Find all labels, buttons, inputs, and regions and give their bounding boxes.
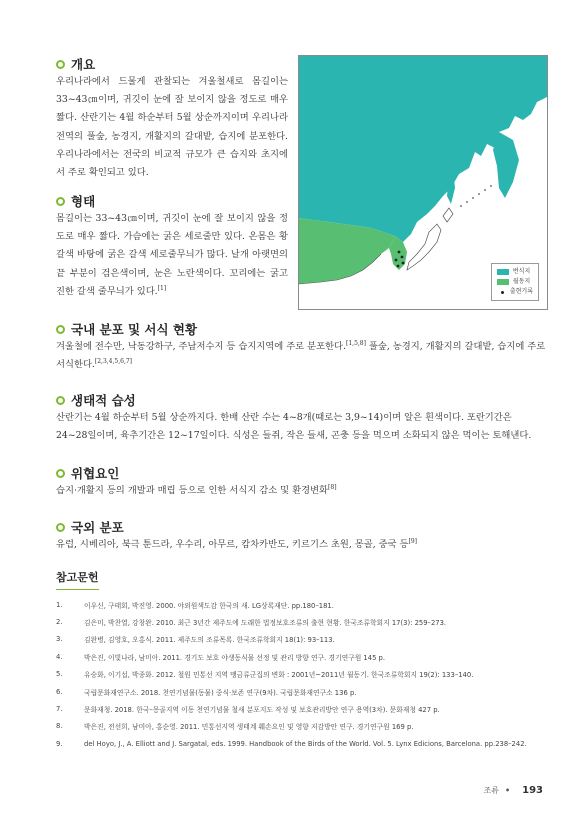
reference-item: [56, 666, 536, 683]
references-title: 참고문헌: [56, 569, 99, 590]
footer-separator: •: [505, 786, 511, 795]
section-heading-domestic: [56, 320, 197, 338]
citation: [9]: [408, 537, 418, 545]
reference-item: [56, 631, 536, 648]
page-footer: [484, 785, 543, 796]
domestic-paragraph: [56, 338, 546, 374]
reference-text: 김은미, 박찬열, 강창완. 2010. 최근 3년간 제주도에 도래한 법정보호조류의 출현 현황. 한국조류학회지 17(3): 259–273.: [84, 619, 447, 628]
legend-label: 번식지: [512, 268, 531, 275]
reference-number: 4.: [56, 652, 63, 661]
section-title: 형태: [71, 194, 96, 209]
reference-number: 9.: [56, 739, 63, 748]
citation: [2,3,4,5,6,7]: [94, 358, 133, 366]
reference-text: 김완병, 김영호, 오홍식. 2011. 제주도의 조류목록. 한국조류학회지 18(1): 93–113.: [84, 636, 335, 645]
section-heading-threat: [56, 464, 119, 482]
reference-text: 박은진, 이빛나라, 남미아. 2011. 경기도 보호 야생동식물 선정 및 관리 방향 연구. 경기연구원 145 p.: [84, 653, 386, 662]
footer-category: 조류: [483, 786, 499, 795]
section-heading-ecology: [56, 391, 136, 409]
legend-item-wintering: [497, 277, 533, 287]
breeding-swatch-icon: [497, 269, 509, 275]
legend-item-breeding: [497, 267, 533, 277]
legend-label: 월동지: [512, 278, 531, 285]
threat-text: 습지·개활지 등의 개발과 매립 등으로 인한 서식지 감소 및 환경변화: [56, 485, 329, 496]
section-title: 위협요인: [71, 466, 120, 481]
section-heading-form: [56, 192, 95, 210]
circle-bullet-icon: [56, 325, 65, 334]
citation: [1,5,8]: [346, 339, 366, 347]
section-title: 개요: [71, 57, 96, 72]
record-dot-icon: [501, 291, 504, 294]
reference-number: 7.: [56, 705, 63, 714]
reference-text: 박은진, 전선희, 남미아, 홍순영. 2011. 민통선지역 생태계 훼손요인 및 영향 저감방안 연구. 경기연구원 169 p.: [84, 723, 414, 732]
reference-item: [56, 648, 536, 665]
reference-item: [56, 613, 536, 630]
reference-text: del Hoyo, J., A. Elliott and J. Sargatal, eds. 1999. Handbook of the Birds of the World. Vol. 5. Lynx Edicions, Barcelona. pp.238–242.: [84, 739, 527, 748]
reference-number: 3.: [56, 635, 63, 644]
reference-item: [56, 683, 536, 700]
distribution-map: [298, 55, 548, 310]
reference-item: [56, 718, 536, 735]
ecology-paragraph: 산란기는 4월 하순부터 5월 상순까지다. 한배 산란 수는 4~8개(때로는 3,9~14)이며 알은 흰색이다. 포란기간은 24~28일이며, 육추기간은 12~17일이다. 식성은 들쥐, 작은 들새, 곤충 등을 먹으며 소화되지 않은 먹이는 토해낸다.: [56, 412, 532, 442]
threat-paragraph: [56, 482, 546, 500]
circle-bullet-icon: [56, 523, 65, 532]
circle-bullet-icon: [56, 60, 65, 69]
reference-number: 8.: [56, 722, 63, 731]
references-list: [56, 596, 536, 753]
abroad-paragraph: [56, 536, 546, 554]
legend-item-records: [497, 287, 533, 297]
form-paragraph: [56, 210, 288, 301]
map-legend: [491, 263, 539, 301]
section-title: 국외 분포: [71, 520, 124, 535]
circle-bullet-icon: [56, 469, 65, 478]
reference-number: 1.: [56, 600, 63, 609]
reference-item: [56, 735, 536, 752]
section-heading-abroad: [56, 518, 124, 536]
reference-number: 6.: [56, 687, 63, 696]
reference-number: 2.: [56, 618, 63, 627]
section-title: 국내 분포 및 서식 현황: [71, 322, 198, 337]
reference-text: 유승화, 이기섭, 박종화. 2012. 철원 민통선 지역 맹금류군집의 변화 : 2001년~2011년 월동기. 한국조류학회지 19(2): 133–140.: [84, 671, 474, 680]
circle-bullet-icon: [56, 197, 65, 206]
domestic-text: 겨울철에 전수만, 낙동강하구, 주남저수지 등 습지지역에 주로 분포한다.: [56, 341, 346, 352]
reference-number: 5.: [56, 670, 63, 679]
reference-item: [56, 700, 536, 717]
reference-text: 문화재청. 2018. 한국–몽골지역 이동 천연기념물 철새 분포지도 작성 및 보호관리방안 연구 용역(3차). 문화재청 427 p.: [84, 706, 440, 715]
overview-paragraph: 우리나라에서 드물게 관찰되는 겨울철새로 몸길이는 33~43㎝이며, 귀깃이 눈에 잘 보이지 않을 정도로 매우 짧다. 산란기는 4월 하순부터 5월 상순까지이며 우리나라 전역의 풀숲, 농경지, 개활지의 갈대밭, 습지에 분포한다. 우리나라에서는 전국의 비교적 규모가 큰 습지와 초지에서 주로 확인되고 있다.: [56, 76, 288, 179]
reference-item: [56, 596, 536, 613]
domestic-text: 풀숲, 농경지, 개활지의 갈대밭, 습지에 주로 서식한다.: [56, 341, 546, 371]
page-number: 193: [522, 785, 543, 796]
reference-text: 국립문화재연구소. 2018. 천연기념물(동물) 중식·보존 연구(9차). 국립문화재연구소 136 p.: [84, 688, 357, 697]
form-text: 몸길이는 33~43㎝이며, 귀깃이 눈에 잘 보이지 않을 정도로 매우 짧다. 가슴에는 굵은 세로줄만 있다. 온몸은 황갈색 바탕에 굵은 갈색 세로줄무늬가 많다. 날개 아랫면의 끝 부분이 검은색이며, 눈은 노란색이다. 꼬리에는 굵고 진한 갈색 줄무늬가 있다.: [56, 213, 288, 297]
citation: [1]: [157, 284, 167, 292]
circle-bullet-icon: [56, 396, 65, 405]
section-heading-overview: [56, 55, 95, 73]
wintering-swatch-icon: [497, 279, 509, 285]
reference-text: 이우신, 구태회, 박진영. 2000. 야외원색도감 한국의 새. LG상록재단. pp.180–181.: [84, 601, 334, 610]
section-title: 생태적 습성: [71, 393, 136, 408]
abroad-text: 유럽, 시베리아, 북극 툰드라, 우수리, 아무르, 캄차카반도, 키르기스 초원, 몽골, 중국 등: [56, 539, 409, 550]
citation: [8]: [328, 483, 337, 491]
legend-label: 출현기록: [509, 288, 533, 295]
